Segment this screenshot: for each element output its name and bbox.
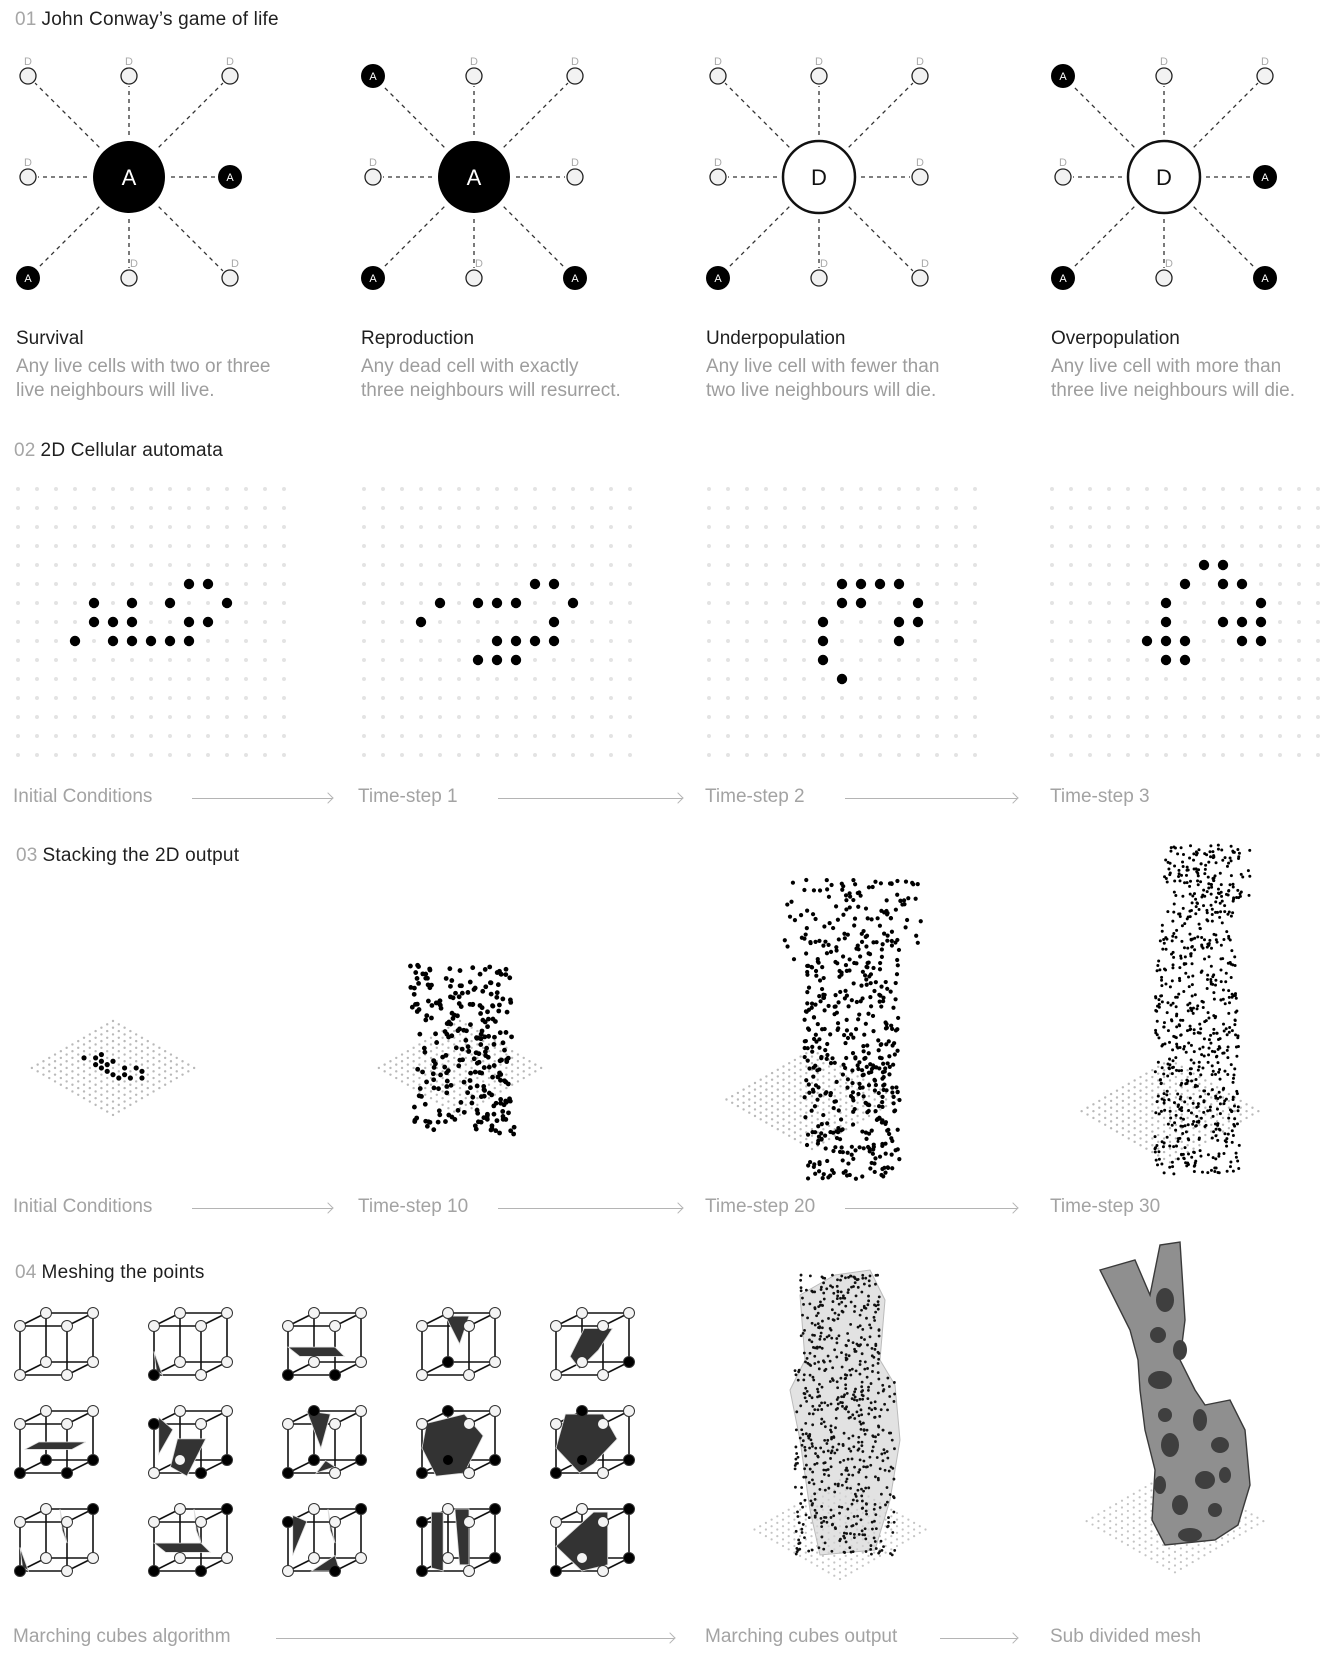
dead-cell-icon: [222, 56, 238, 84]
svg-text:D: D: [1261, 56, 1269, 68]
mesh-hole: [1161, 1433, 1179, 1457]
marching-cubes-cases: [0, 1300, 660, 1600]
center-alive-cell-icon: [438, 141, 510, 213]
stack-label-step20: Time-step 20: [705, 1196, 816, 1217]
dead-cell-icon: [710, 157, 726, 185]
mesh-hole: [1219, 1467, 1231, 1483]
mesh-hole: [1156, 1288, 1174, 1312]
center-dead-cell-icon: [1128, 141, 1200, 213]
grid-label-initial: Initial Conditions: [13, 786, 153, 807]
arrow-icon: [192, 1208, 332, 1209]
rule-name-overpopulation: Overpopulation: [1051, 328, 1180, 349]
arrow-icon: [192, 798, 332, 799]
automata-grid: [703, 483, 983, 763]
alive-cell-icon: [1253, 165, 1277, 189]
section-number: 03: [16, 845, 38, 866]
marching-cube-case: [551, 1308, 635, 1381]
svg-text:D: D: [571, 56, 579, 68]
svg-text:D: D: [820, 258, 828, 270]
section-title-text: John Conway’s game of life: [41, 9, 279, 30]
svg-text:A: A: [466, 165, 482, 190]
mesh-hole: [1193, 1409, 1207, 1431]
section-title-text: Stacking the 2D output: [42, 845, 240, 866]
section-title-text: Meshing the points: [41, 1262, 205, 1283]
arrow-icon: [276, 1638, 674, 1639]
section-number: 02: [14, 440, 36, 461]
marching-cube-case: [417, 1504, 501, 1577]
marching-cube-case: [15, 1406, 99, 1479]
svg-text:D: D: [1156, 165, 1172, 190]
svg-text:D: D: [226, 56, 234, 68]
rule-desc-line: Any live cells with two or three: [16, 356, 271, 377]
svg-text:D: D: [714, 157, 722, 169]
stack-label-step10: Time-step 10: [358, 1196, 469, 1217]
stack-label-initial: Initial Conditions: [13, 1196, 153, 1217]
marching-cube-case: [15, 1308, 99, 1381]
dead-cell-icon: [1156, 258, 1173, 286]
mesh-hole: [1172, 1495, 1188, 1515]
arrow-icon: [845, 1208, 1017, 1209]
svg-text:D: D: [130, 258, 138, 270]
marching-cube-case: [149, 1308, 233, 1381]
rule-desc-line: Any live cell with more than: [1051, 356, 1282, 377]
marching-cube-case: [417, 1308, 501, 1381]
automata-grid: [12, 483, 292, 763]
alive-cell-icon: [361, 266, 385, 290]
mesh-hole: [1208, 1503, 1222, 1517]
arrow-icon: [498, 1208, 682, 1209]
marching-cube-case: [149, 1504, 233, 1577]
stack-label-step30: Time-step 30: [1050, 1196, 1161, 1217]
marching-cube-case: [283, 1406, 367, 1479]
rule-diagram: [344, 47, 604, 307]
automata-grid: [1046, 483, 1326, 763]
dead-cell-icon: [912, 157, 928, 185]
grid-label-step2: Time-step 2: [705, 786, 805, 807]
rule-diagram: [1034, 47, 1294, 307]
mesh-outputs: [660, 1240, 1328, 1580]
svg-text:A: A: [1059, 273, 1067, 285]
automata-grid: [358, 483, 638, 763]
rule-desc-survival: [16, 355, 271, 403]
dead-cell-icon: [121, 56, 137, 84]
svg-text:D: D: [125, 56, 133, 68]
rule-desc-line: live neighbours will live.: [16, 380, 215, 401]
dead-cell-icon: [121, 258, 138, 286]
rule-desc-line: Any dead cell with exactly: [361, 356, 579, 377]
mesh-hole: [1211, 1437, 1229, 1453]
svg-text:D: D: [24, 56, 32, 68]
dead-cell-icon: [222, 258, 239, 286]
svg-text:D: D: [916, 56, 924, 68]
marching-cube-case: [283, 1504, 367, 1577]
rule-diagram: [689, 47, 949, 307]
svg-text:A: A: [714, 273, 722, 285]
dead-cell-icon: [912, 258, 929, 286]
section-title-meshing: [15, 1262, 205, 1284]
section-number: 04: [15, 1262, 37, 1283]
svg-text:D: D: [470, 56, 478, 68]
mesh-hole: [1173, 1340, 1187, 1360]
dead-cell-icon: [20, 157, 36, 185]
marching-cube-case: [551, 1504, 635, 1577]
svg-text:A: A: [1059, 71, 1067, 83]
arrow-icon: [845, 798, 1017, 799]
svg-text:D: D: [1165, 258, 1173, 270]
svg-text:D: D: [811, 165, 827, 190]
marching-cube-case: [149, 1406, 233, 1479]
dead-cell-icon: [20, 56, 36, 84]
alive-cell-icon: [706, 266, 730, 290]
alive-cell-icon: [218, 165, 242, 189]
section-number: 01: [15, 9, 37, 30]
dead-cell-icon: [466, 56, 482, 84]
marching-cube-case: [15, 1504, 99, 1577]
dead-cell-icon: [811, 56, 827, 84]
mesh-hole: [1154, 1476, 1166, 1494]
rule-desc-overpopulation: [1051, 355, 1295, 403]
alive-cell-icon: [1051, 266, 1075, 290]
dead-cell-icon: [912, 56, 928, 84]
dead-cell-icon: [1055, 157, 1071, 185]
svg-text:A: A: [369, 71, 377, 83]
svg-text:D: D: [231, 258, 239, 270]
alive-cell-icon: [16, 266, 40, 290]
alive-cell-icon: [563, 266, 587, 290]
rule-desc-line: two live neighbours will die.: [706, 380, 937, 401]
svg-text:D: D: [369, 157, 377, 169]
rule-desc-underpopulation: [706, 355, 939, 403]
mesh-hole: [1158, 1408, 1172, 1422]
grid-label-step3: Time-step 3: [1050, 786, 1150, 807]
dead-cell-icon: [1257, 56, 1273, 84]
dead-cell-icon: [365, 157, 381, 185]
dead-cell-icon: [811, 258, 828, 286]
rule-desc-line: three live neighbours will die.: [1051, 380, 1295, 401]
mesh-label-subdivided: Sub divided mesh: [1050, 1626, 1202, 1647]
rule-desc-line: three neighbours will resurrect.: [361, 380, 621, 401]
center-dead-cell-icon: [783, 141, 855, 213]
dead-cell-icon: [466, 258, 483, 286]
stacked-point-clouds: [0, 840, 1328, 1170]
marching-cube-case: [283, 1308, 367, 1381]
rule-name-survival: Survival: [16, 328, 84, 349]
svg-text:A: A: [1261, 273, 1269, 285]
rule-name-reproduction: Reproduction: [361, 328, 475, 349]
rule-desc-line: Any live cell with fewer than: [706, 356, 940, 377]
arrow-icon: [940, 1638, 1017, 1639]
section-title-game-of-life: [15, 9, 279, 31]
grid-label-step1: Time-step 1: [358, 786, 458, 807]
svg-text:D: D: [571, 157, 579, 169]
svg-text:D: D: [475, 258, 483, 270]
marching-cube-case: [551, 1406, 635, 1479]
alive-cell-icon: [361, 64, 385, 88]
dead-cell-icon: [710, 56, 726, 84]
arrow-icon: [498, 798, 682, 799]
mesh-hole: [1150, 1327, 1166, 1343]
svg-text:A: A: [1261, 172, 1269, 184]
section-title-text: 2D Cellular automata: [40, 440, 224, 461]
svg-text:A: A: [24, 273, 32, 285]
svg-text:D: D: [815, 56, 823, 68]
mesh-hole: [1195, 1471, 1215, 1489]
svg-text:A: A: [571, 273, 579, 285]
alive-cell-icon: [1051, 64, 1075, 88]
mesh-label-output: Marching cubes output: [705, 1626, 898, 1647]
svg-text:A: A: [121, 165, 137, 190]
rule-name-underpopulation: Underpopulation: [706, 328, 846, 349]
section-title-cellular-automata: [14, 440, 223, 462]
svg-text:D: D: [24, 157, 32, 169]
mesh-hole: [1148, 1371, 1172, 1389]
svg-text:D: D: [1059, 157, 1067, 169]
dead-cell-icon: [1156, 56, 1172, 84]
mesh-hole: [1178, 1528, 1202, 1542]
svg-text:D: D: [714, 56, 722, 68]
svg-text:D: D: [1160, 56, 1168, 68]
center-alive-cell-icon: [93, 141, 165, 213]
dead-cell-icon: [567, 56, 583, 84]
svg-text:A: A: [226, 172, 234, 184]
rule-diagram: [0, 47, 259, 307]
svg-text:D: D: [916, 157, 924, 169]
svg-text:A: A: [369, 273, 377, 285]
marching-cube-case: [417, 1406, 501, 1479]
mesh-label-algorithm: Marching cubes algorithm: [13, 1626, 231, 1647]
svg-text:D: D: [921, 258, 929, 270]
alive-cell-icon: [1253, 266, 1277, 290]
dead-cell-icon: [567, 157, 583, 185]
rule-desc-reproduction: [361, 355, 621, 403]
